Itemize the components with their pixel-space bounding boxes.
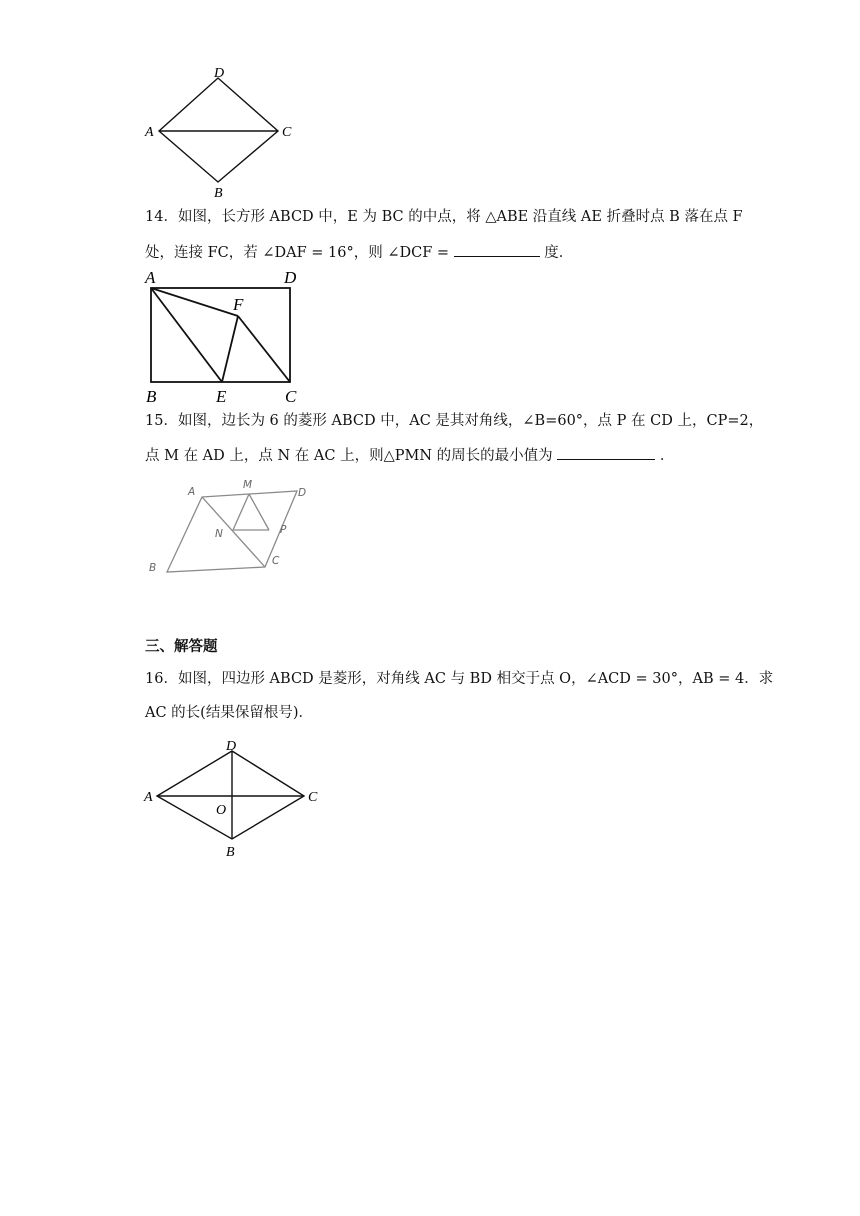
label-e: E [216, 387, 227, 406]
label-b: B [214, 186, 223, 201]
label-b: B [149, 562, 157, 574]
label-a: A [144, 790, 153, 805]
segment-af [151, 288, 238, 316]
rhombus-outline [157, 751, 304, 839]
diagonal-ac [202, 497, 265, 567]
label-p: P [280, 524, 287, 536]
label-a: A [188, 486, 196, 498]
segment-mp [249, 494, 269, 530]
label-b: B [146, 387, 157, 406]
q14-line2 [145, 242, 573, 263]
label-c: C [285, 387, 297, 406]
label-b: B [226, 845, 235, 860]
segment-fe [222, 316, 238, 382]
q15-line1: 15．如图，边长为 6 的菱形 ABCD 中，AC 是其对角线，∠B=60°，点 P 在 CD 上，CP=2， [145, 413, 764, 429]
label-f: F [233, 295, 244, 314]
rectangle-abcd [151, 288, 290, 382]
label-n: N [215, 528, 223, 540]
label-c: C [282, 125, 292, 140]
figure-q16-rhombus [140, 735, 330, 865]
q14-line1: 14．如图，长方形 ABCD 中，E 为 BC 的中点，将 △ABE 沿直线 AE 折叠时点 B 落在点 F [145, 209, 743, 225]
label-a: A [145, 125, 154, 140]
q15-answer-blank[interactable] [557, 445, 655, 460]
label-a: A [145, 268, 156, 287]
label-d: D [214, 66, 225, 81]
q15-line2-prefix: 点 M 在 AD 上，点 N 在 AC 上，则△PMN 的周长的最小值为 [145, 448, 553, 464]
figure-q13-rhombus [140, 62, 310, 202]
label-d: D [284, 268, 297, 287]
q14-line2-suffix: 度． [544, 245, 574, 261]
figure-q15-rhombus [140, 472, 320, 584]
rhombus-outline [159, 78, 278, 182]
label-m: M [243, 479, 253, 491]
q15-line2-suffix: ． [659, 448, 675, 464]
q16-line2: AC 的长(结果保留根号)． [145, 705, 313, 721]
segment-ae [151, 288, 222, 382]
figure-q14-rectangle [140, 266, 320, 408]
section-heading: 三、解答题 [145, 639, 218, 655]
q15-line2 [145, 445, 674, 466]
segment-mn [233, 494, 249, 530]
q16-line1: 16．如图，四边形 ABCD 是菱形，对角线 AC 与 BD 相交于点 O，∠ACD = 30°，AB = 4．求 [145, 671, 774, 687]
label-d: D [298, 487, 307, 499]
segment-fc [238, 316, 290, 382]
label-d: D [226, 739, 237, 754]
label-c: C [272, 555, 280, 567]
label-c: C [308, 790, 318, 805]
label-o: O [216, 803, 227, 818]
q14-line2-prefix: 处，连接 FC，若 ∠DAF = 16°，则 ∠DCF = [145, 245, 450, 261]
q14-answer-blank[interactable] [454, 242, 540, 257]
